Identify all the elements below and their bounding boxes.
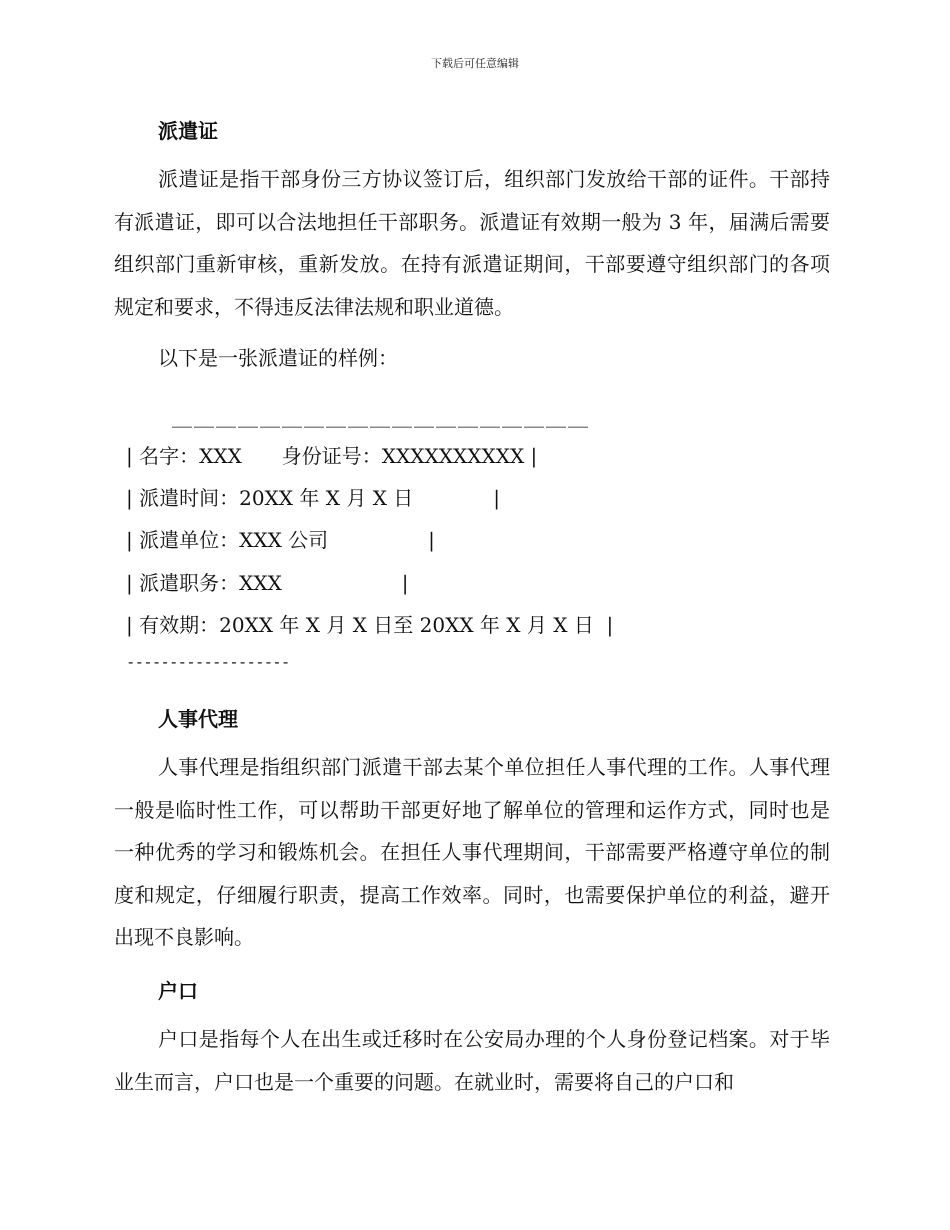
certificate-row-dispatch-unit: | 派遣单位：XXX 公司 | <box>126 528 435 552</box>
paragraph-household-registration: 户口是指每个人在出生或迁移时在公安局办理的个人身份登记档案。对于毕业生而言，户口也是一个重要的问题。在就业时，需要将自己的户口和 <box>114 1027 830 1094</box>
certificate-row-validity: | 有效期：20XX 年 X 月 X 日至 20XX 年 X 月 X 日 | <box>126 613 614 637</box>
section-heading-household-registration: 户口 <box>158 979 198 1003</box>
section-heading-dispatch-certificate: 派遣证 <box>158 119 218 143</box>
paragraph-sample-intro: 以下是一张派遣证的样例： <box>158 346 398 370</box>
certificate-row-name: | 名字：XXX 身份证号：XXXXXXXXXX | <box>126 444 538 468</box>
section-heading-personnel-agency: 人事代理 <box>158 707 238 731</box>
certificate-row-dispatch-position: | 派遣职务：XXX | <box>126 571 409 595</box>
paragraph-personnel-agency: 人事代理是指组织部门派遣干部去某个单位担任人事代理的工作。人事代理一般是临时性工作，可以帮助干部更好地了解单位的管理和运作方式，同时也是一种优秀的学习和锻炼机会。在担任人事代理期间，干部需要严格遵守单位的制度和规定，仔细履行职责，提高工作效率。同时，也需要保护单位的利益，避开出现不良影响。 <box>114 755 830 949</box>
header-note: 下载后可任意编辑 <box>431 57 519 70</box>
certificate-bottom-border: ------------------- <box>128 652 292 671</box>
certificate-top-border: ＿＿＿＿＿＿＿＿＿＿＿＿＿＿＿＿＿＿＿ <box>172 406 590 430</box>
certificate-row-dispatch-time: | 派遣时间：20XX 年 X 月 X 日 | <box>126 486 501 510</box>
paragraph-dispatch-certificate: 派遣证是指干部身份三方协议签订后，组织部门发放给干部的证件。干部持有派遣证，即可以合法地担任干部职务。派遣证有效期一般为 3 年，届满后需要组织部门重新审核，重新发放。在持有派遣证期间，干部要遵守组织部门的各项规定和要求，不得违反法律法规和职业道德。 <box>114 167 830 319</box>
